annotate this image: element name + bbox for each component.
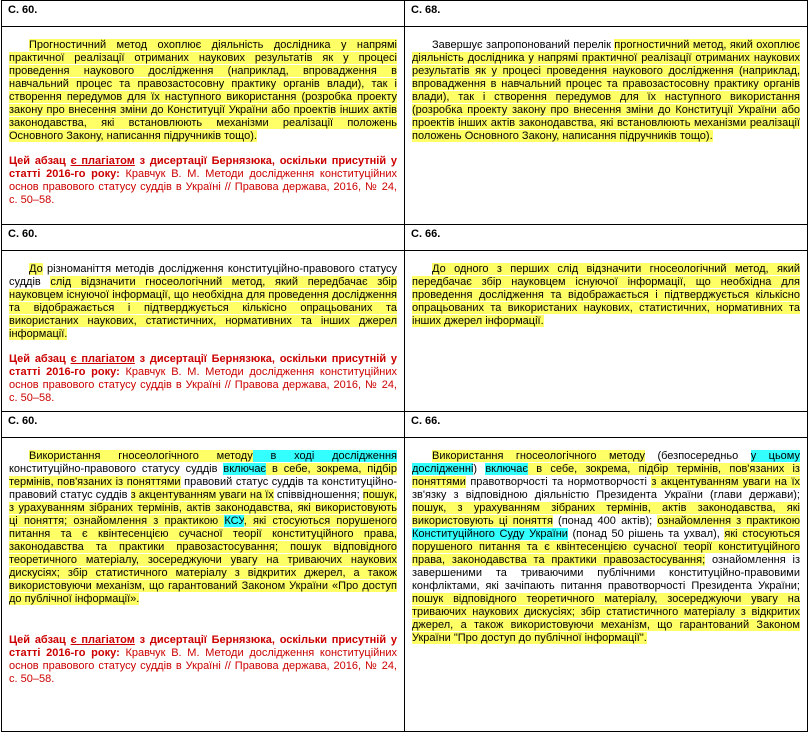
page-ref-left: С. 60. [2,225,405,251]
source-cell [405,251,808,412]
table-row [2,1,808,27]
table-row [2,225,808,251]
highlighted-text: Прогностичний метод охоплює діяльність дослідника у напрямі практичної реалізації отриманих наукових результатів як у процесі проведення наукового дослідження (наприклад, впровадження в навчальний процес та правозастосовну практику органів влади), так і створення передумов для їх наступного використання (розробка проекту закону про внесення зміни до Конституції України або проектів інших актів законодавства, які встановлюють механізми реалізації положень Основного Закону, написання підручників тощо). [9,39,397,142]
dissertation-cell [2,251,405,412]
table-row [2,251,808,412]
page-ref-right: С. 68. [405,1,808,27]
dissertation-cell [2,438,405,732]
paragraph [9,39,397,143]
source-cell [405,27,808,225]
page-ref-right: С. 66. [405,412,808,438]
plagiarism-note: Цей абзац є плагіатом з дисертації Бернязюка, оскільки присутній у статті 2016-го року: Кравчук В. М. Методи дослідження конституційних основ правового статусу суддів в Україні // Правова держава, 2016, № 24, с. 50–58. [9,155,398,206]
comparison-table [1,0,808,732]
highlighted-text: прогностичний метод, який охоплює діяльність дослідника у напрямі практичної реалізації отриманих наукових результатів як у процесі проведення наукового дослідження (наприклад, впровадження в навчальний процес та правозастосовну практику органів влади), так і створення передумов для їх наступного використання (розробка проекту закону про внесення зміни до Конституції України або проектів інших актів законодавства, які встановлюють механізми реалізації положень Основного Закону, написання підручників тощо). [412,39,800,142]
dissertation-cell [2,27,405,225]
table-row [2,412,808,438]
plagiarism-note: Цей абзац є плагіатом з дисертації Бернязюка, оскільки присутній у статті 2016-го року: Кравчук В. М. Методи дослідження конституційних основ правового статусу суддів в Україні // Правова держава, 2016, № 24, с. 50–58. [9,353,398,404]
paragraph: До різноманіття методів дослідження конституційно-правового статусу суддів слід відзначити гносеологічний метод, який передбачає збір науковцем існуючої інформації, що необхідна для проведення дослідження та відображається і підтверджується кількісно опрацьованих та використаних наукових, статистичних, нормативних та інших джерел інформації. [9,263,397,340]
paragraph: Завершує запропонований перелік прогностичний метод, який охоплює діяльність дослідника у напрямі практичної реалізації отриманих наукових результатів як у процесі проведення наукового дослідження (наприклад, впровадження в навчальний процес та правозастосовну практику органів влади), так і створення передумов для їх наступного використання (розробка проекту закону про внесення зміни до Конституції України або проектів інших актів законодавства, які встановлюють механізми реалізації положень Основного Закону, написання підручників тощо). [412,39,800,142]
paragraph: До одного з перших слід відзначити гносеологічний метод, який передбачає збір науковцем існуючої інформації, що необхідна для проведення дослідження та відображається і підтверджується кількісно опрацьованих та використаних наукових, статистичних, нормативних та інших джерел інформації. [412,263,800,327]
paragraph: Використання гносеологічного методу (безпосередньо у цьому дослідженні) включає в себе, зокрема, підбір термінів, пов'язаних із поняттями правотворчості та нормотворчості з акцентуванням уваги на їх зв'язку з відповідною діяльністю Президента України (глави держави); пошук, з урахуванням зібраних термінів, актів законодавства, які використовують ці поняття (понад 400 актів); ознайомлення з практикою Конституційного Суду України (понад 50 рішень та ухвал), які стосуються порушеного питання та є квінтесенцією сучасної теорії конституційного права, законодавства та практики правозастосування; ознайомлення із завершеними та триваючими публічними конституційно-правовими конфліктами, які зачіпають питання правотворчості Президента України; пошук відповідного теоретичного матеріалу, зосереджуючи увагу на триваючих наукових дискусіях; збір статистичного матеріалу з відкритих джерел, а також використовуючи механізм, що гарантований Законом України "Про доступ до публічної інформації". [412,450,800,644]
page-ref-left: С. 60. [2,1,405,27]
page-ref-right: С. 66. [405,225,808,251]
page-ref-left: С. 60. [2,412,405,438]
source-cell [405,438,808,732]
plagiarism-note: Цей абзац є плагіатом з дисертації Бернязюка, оскільки присутній у статті 2016-го року: Кравчук В. М. Методи дослідження конституційних основ правового статусу суддів в Україні // Правова держава, 2016, № 24, с. 50–58. [9,634,398,685]
table-row [2,438,808,732]
table-row [2,27,808,225]
paragraph: Використання гносеологічного методу в ході дослідження конституційно-правового статусу суддів включає в себе, зокрема, підбір термінів, пов'язаних із поняттями правовий статус суддів та конституційно-правовий статус суддів з акцентуванням уваги на їх співвідношення; пошук, з урахуванням зібраних термінів, актів законодавства, які використовують ці поняття; ознайомлення з практикою КСУ, які стосуються порушеного питання та є квінтесенцією сучасної теорії конституційного права, законодавства та практики правозастосування; пошук відповідного теоретичного матеріалу, зосереджуючи увагу на триваючих наукових дискусіях; збір статистичного матеріалу з відкритих джерел, а також використовуючи механізм, що гарантований Законом України «Про доступ до публічної інформації». [9,450,398,605]
